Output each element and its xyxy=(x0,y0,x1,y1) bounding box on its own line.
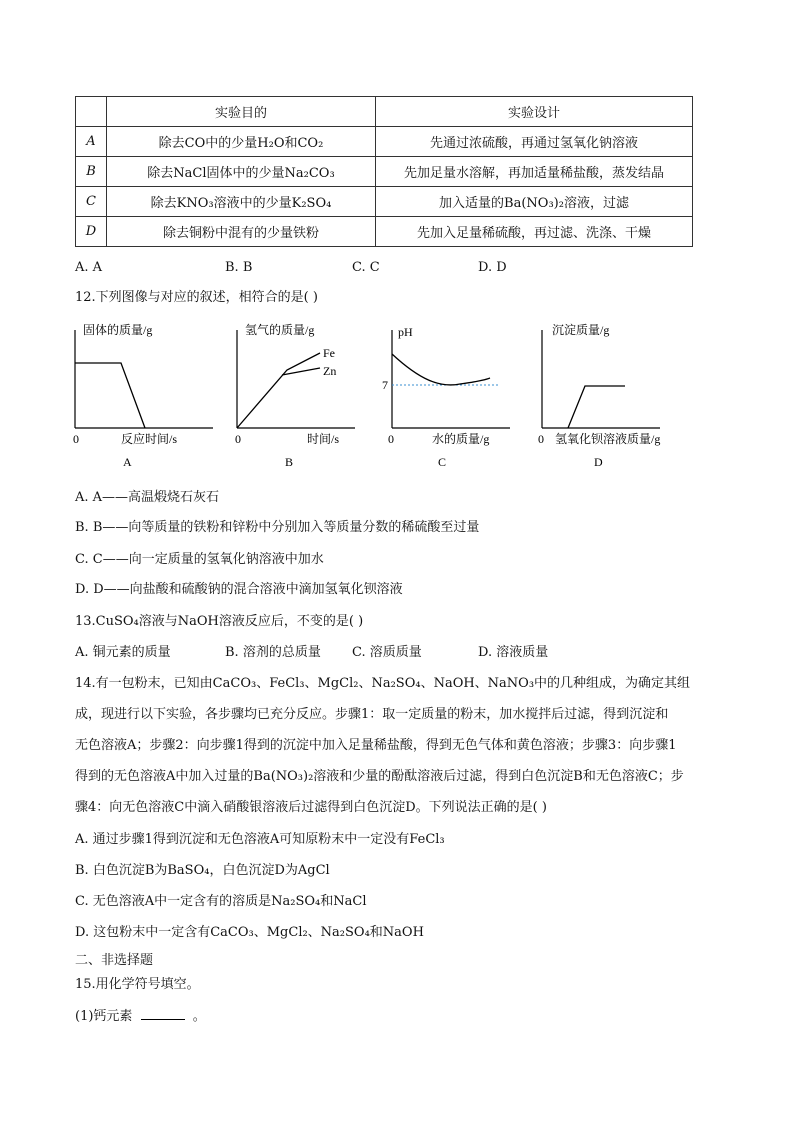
graph-b-series-fe: Fe xyxy=(323,346,335,360)
q11-option-b[interactable]: B. B xyxy=(225,260,253,275)
graph-d-curve xyxy=(568,386,625,428)
table-row xyxy=(76,157,693,187)
graph-c-caption: C xyxy=(438,455,447,469)
q13-stem: 13.CuSO₄溶液与NaOH溶液反应后，不变的是( ) xyxy=(75,614,364,629)
q13-option-a[interactable]: A. 铜元素的质量 xyxy=(75,645,171,660)
q14-option-c[interactable]: C. 无色溶液A中一定含有的溶质是Na₂SO₄和NaCl xyxy=(75,894,367,909)
q12-option-d[interactable]: D. D——向盐酸和硫酸钠的混合溶液中滴加氢氧化钡溶液 xyxy=(75,582,403,597)
graph-b-series-zn: Zn xyxy=(323,364,337,378)
row-design: 加入适量的Ba(NO₃)₂溶液，过滤 xyxy=(376,187,693,217)
q15-stem: 15.用化学符号填空。 xyxy=(75,977,200,992)
q13-option-d[interactable]: D. 溶液质量 xyxy=(478,645,549,660)
q14-stem-line: 14.有一包粉末，已知由CaCO₃、FeCl₃、MgCl₂、Na₂SO₄、NaOH、NaNO₃中的几种组成，为确定其组 xyxy=(75,676,691,691)
table-header-cell xyxy=(76,97,107,127)
graph-a-origin: 0 xyxy=(73,432,79,446)
graph-a-curve xyxy=(75,363,145,428)
row-key: B xyxy=(76,157,107,187)
graph-c-ytick: 7 xyxy=(382,378,388,392)
graph-b xyxy=(225,318,377,470)
row-goal: 除去铜粉中混有的少量铁粉 xyxy=(107,217,376,247)
row-key: D xyxy=(76,217,107,247)
graph-b-xlabel: 时间/s xyxy=(307,432,340,446)
q14-stem-line: 成，现进行以下实验，各步骤均已充分反应。步骤1：取一定质量的粉末，加水搅拌后过滤，得到沉淀和 xyxy=(75,707,669,722)
graph-c xyxy=(380,318,532,470)
q12-option-b[interactable]: B. B——向等质量的铁粉和锌粉中分别加入等质量分数的稀硫酸至过量 xyxy=(75,520,480,535)
table-row xyxy=(76,127,693,157)
graph-c-origin: 0 xyxy=(388,432,394,446)
section-heading: 二、非选择题 xyxy=(75,953,154,968)
table-header-row xyxy=(76,97,693,127)
graph-b-fe-line xyxy=(237,353,320,428)
table-row xyxy=(76,187,693,217)
row-goal: 除去KNO₃溶液中的少量K₂SO₄ xyxy=(107,187,376,217)
graph-a-xlabel: 反应时间/s xyxy=(121,432,178,446)
graph-b-caption: B xyxy=(285,455,294,469)
row-design: 先加入足量稀硫酸，再过滤、洗涤、干燥 xyxy=(376,217,693,247)
q11-option-c[interactable]: C. C xyxy=(352,260,380,275)
q13-option-b[interactable]: B. 溶剂的总质量 xyxy=(225,645,321,660)
q12-stem: 12.下列图像与对应的叙述，相符合的是( ) xyxy=(75,290,318,305)
q15-sub1-prefix: (1)钙元素 xyxy=(75,1009,133,1024)
graph-d-xlabel: 氢氧化钡溶液质量/g xyxy=(555,432,661,446)
q11-option-a[interactable]: A. A xyxy=(75,260,103,275)
row-key: C xyxy=(76,187,107,217)
q12-option-a[interactable]: A. A——高温煅烧石灰石 xyxy=(75,490,220,505)
q15-sub1 xyxy=(75,1005,206,1027)
table-header-cell: 实验目的 xyxy=(107,97,376,127)
graph-a-ylabel: 固体的质量/g xyxy=(83,323,153,337)
q11-option-d[interactable]: D. D xyxy=(478,260,507,275)
graph-d-ylabel: 沉淀质量/g xyxy=(552,323,610,337)
graph-c-ylabel: pH xyxy=(398,325,413,339)
row-key: A xyxy=(76,127,107,157)
q14-stem-line: 得到的无色溶液A中加入过量的Ba(NO₃)₂溶液和少量的酚酞溶液后过滤，得到白色沉淀B和无色溶液C；步 xyxy=(75,769,684,784)
experiment-table xyxy=(75,96,693,247)
q14-option-a[interactable]: A. 通过步骤1得到沉淀和无色溶液A可知原粉末中一定没有FeCl₃ xyxy=(75,832,445,847)
table-header-cell: 实验设计 xyxy=(376,97,693,127)
graph-d-origin: 0 xyxy=(538,432,544,446)
graph-a-caption: A xyxy=(123,455,132,469)
q14-stem-line: 无色溶液A；步骤2：向步骤1得到的沉淀中加入足量稀盐酸，得到无色气体和黄色溶液；步骤3：向步骤1 xyxy=(75,738,677,753)
row-goal: 除去CO中的少量H₂O和CO₂ xyxy=(107,127,376,157)
table-row xyxy=(76,217,693,247)
graph-b-ylabel: 氢气的质量/g xyxy=(245,323,315,337)
graph-d-caption: D xyxy=(594,455,603,469)
row-design: 先通过浓硫酸，再通过氢氧化钠溶液 xyxy=(376,127,693,157)
row-design: 先加足量水溶解，再加适量稀盐酸，蒸发结晶 xyxy=(376,157,693,187)
row-goal: 除去NaCl固体中的少量Na₂CO₃ xyxy=(107,157,376,187)
q15-sub1-suffix: 。 xyxy=(192,1009,206,1024)
q12-option-c[interactable]: C. C——向一定质量的氢氧化钠溶液中加水 xyxy=(75,552,324,567)
graph-d xyxy=(530,318,690,470)
q14-option-d[interactable]: D. 这包粉末中一定含有CaCO₃、MgCl₂、Na₂SO₄和NaOH xyxy=(75,925,424,940)
answer-blank[interactable] xyxy=(141,1005,185,1020)
q14-stem-line: 骤4：向无色溶液C中滴入硝酸银溶液后过滤得到白色沉淀D。下列说法正确的是( ) xyxy=(75,800,547,815)
graph-c-xlabel: 水的质量/g xyxy=(432,432,490,446)
graph-a xyxy=(63,318,215,470)
q13-option-c[interactable]: C. 溶质质量 xyxy=(352,645,422,660)
q14-option-b[interactable]: B. 白色沉淀B为BaSO₄，白色沉淀D为AgCl xyxy=(75,863,330,878)
graph-c-curve xyxy=(392,354,490,385)
graph-b-origin: 0 xyxy=(235,432,241,446)
